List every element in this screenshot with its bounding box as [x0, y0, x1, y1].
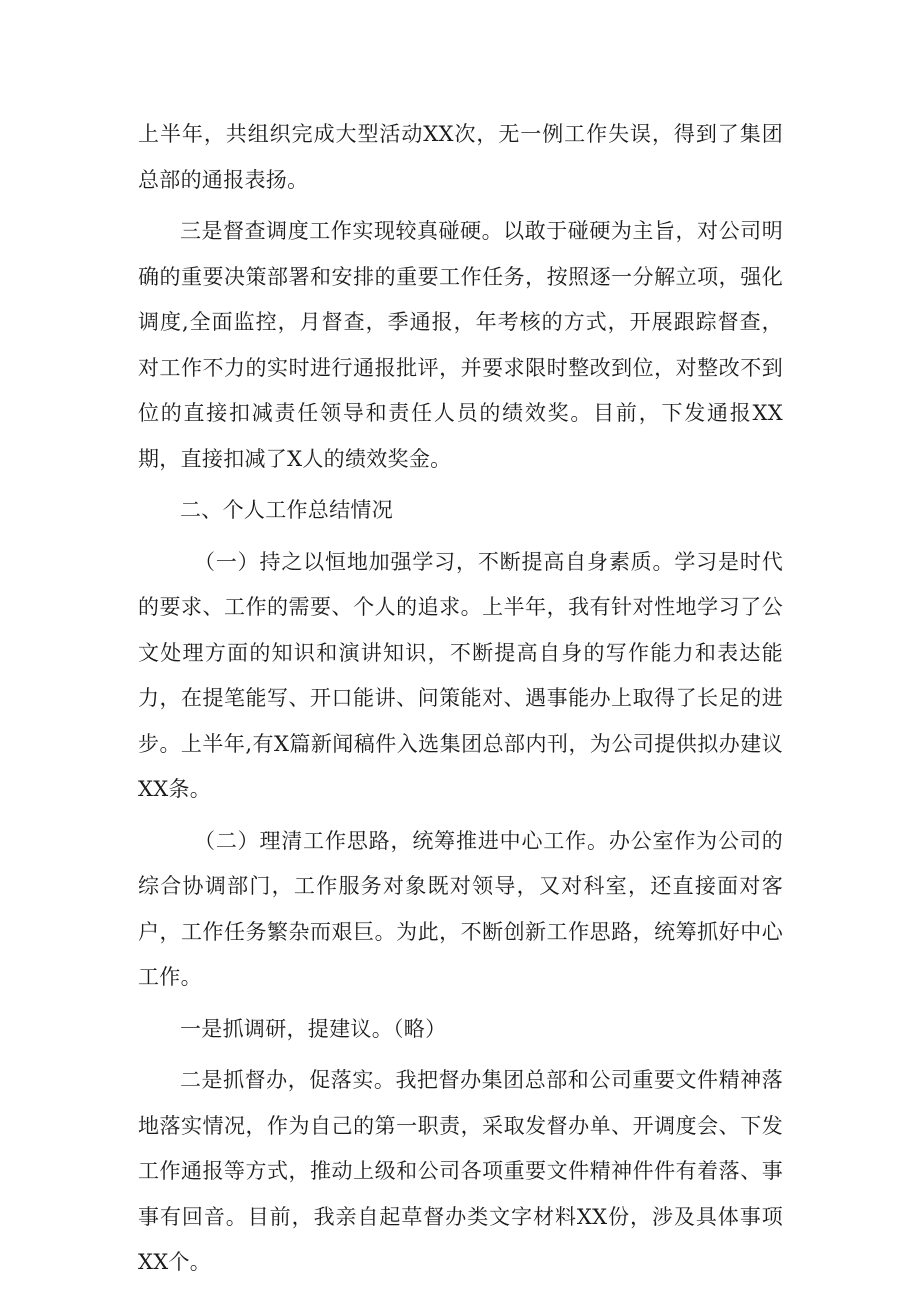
- section-heading-personal-summary: 二、个人工作总结情况: [180, 498, 393, 522]
- paragraph-continuous-learning: （一）持之以恒地加强学习，不断提高自身素质。学习是时代的要求、工作的需要、个人的追求。上半年，我有针对性地学习了公文处理方面的知识和演讲知识，不断提高自身的写作能力和表达能力，在提笔能写、开口能讲、问策能对、遇事能办上取得了长足的进步。上半年,有X篇新闻稿件入选集团总部内刊，为公司提供拟办建议XX条。: [138, 549, 783, 801]
- document-body: [138, 112, 783, 1291]
- paragraph-supervision-scheduling: 三是督查调度工作实现较真碰硬。以敢于碰硬为主旨，对公司明确的重要决策部署和安排的重要工作任务，按照逐一分解立项，强化调度,全面监控，月督查，季通报，年考核的方式，开展跟踪督查，对工作不力的实时进行通报批评，并要求限时整改到位，对整改不到位的直接扣减责任领导和责任人员的绩效奖。目前，下发通报XX期，直接扣减了X人的绩效奖金。: [138, 219, 783, 471]
- paragraph-work-planning: （二）理清工作思路，统筹推进中心工作。办公室作为公司的综合协调部门，工作服务对象既对领导，又对科室，还直接面对客户，工作任务繁杂而艰巨。为此，不断创新工作思路，统筹抓好中心工作。: [138, 828, 783, 989]
- paragraph-supervision-implementation: 二是抓督办，促落实。我把督办集团总部和公司重要文件精神落地落实情况，作为自己的第一职责，采取发督办单、开调度会、下发工作通报等方式，推动上级和公司各项重要文件精神件件有着落、事事有回音。目前，我亲自起草督办类文字材料XX份，涉及具体事项XX个。: [138, 1068, 783, 1274]
- paragraph-research-suggestions: 一是抓调研，提建议。（略）: [180, 1016, 447, 1041]
- paragraph-activities-summary: 上半年，共组织完成大型活动XX次，无一例工作失误，得到了集团总部的通报表扬。: [138, 122, 783, 192]
